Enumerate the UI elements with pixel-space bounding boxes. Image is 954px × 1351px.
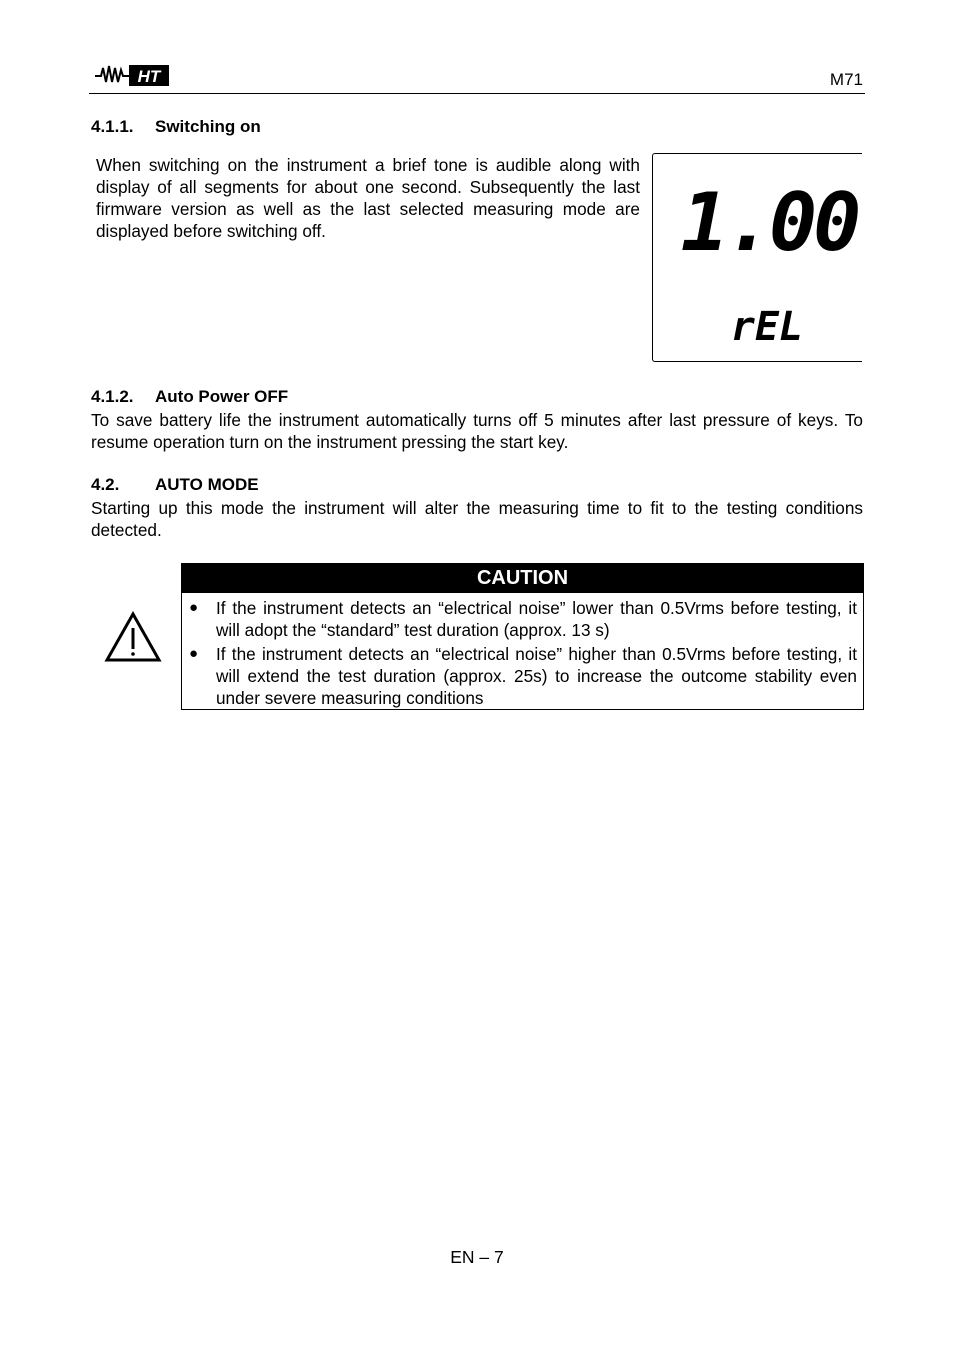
section-number: 4.1.1. <box>91 117 134 136</box>
section-number: 4.2. <box>91 475 120 494</box>
header-divider <box>89 93 865 94</box>
section-heading-auto-mode <box>91 475 259 495</box>
section-heading-switching-on <box>91 117 261 137</box>
bullet-icon: ● <box>189 645 199 662</box>
ht-logo <box>93 62 171 88</box>
caution-item <box>182 597 863 641</box>
section-title: Switching on <box>155 117 261 136</box>
logo-text: HT <box>137 67 161 86</box>
page-number: EN – 7 <box>450 1247 504 1267</box>
caution-title: CAUTION <box>182 564 863 593</box>
auto-mode-paragraph: Starting up this mode the instrument will alter the measuring time to fit to the testing conditions detected. <box>91 498 863 540</box>
bullet-icon: ● <box>189 599 199 616</box>
warning-triangle-icon <box>104 611 162 663</box>
switching-on-paragraph: When switching on the instrument a brief tone is audible along with display of all segments for about one second. Subsequently the last firmware version as well as the last selected measuring mode are displayed before switching off. <box>96 155 640 241</box>
caution-item <box>182 643 863 709</box>
caution-box <box>181 563 864 710</box>
lcd-main-reading: 1.00 <box>680 176 858 269</box>
lcd-display-illustration <box>652 153 862 362</box>
section-title: Auto Power OFF <box>155 387 289 406</box>
section-heading-auto-power-off <box>91 387 288 407</box>
caution-list <box>182 597 863 711</box>
caution-item-text: If the instrument detects an “electrical noise” higher than 0.5Vrms before testing, it will extend the test duration (approx. 25s) to increase the outcome stability even under severe measuring conditions <box>216 644 857 708</box>
model-label: M71 <box>829 70 863 89</box>
caution-item-text: If the instrument detects an “electrical noise” lower than 0.5Vrms before testing, it will adopt the “standard” test duration (approx. 13 s) <box>216 598 857 640</box>
auto-power-off-paragraph: To save battery life the instrument automatically turns off 5 minutes after last pressure of keys. To resume operation turn on the instrument pressing the start key. <box>91 410 863 452</box>
section-title: AUTO MODE <box>155 475 259 494</box>
lcd-mode-text: rEL <box>730 304 804 350</box>
section-number: 4.1.2. <box>91 387 134 406</box>
